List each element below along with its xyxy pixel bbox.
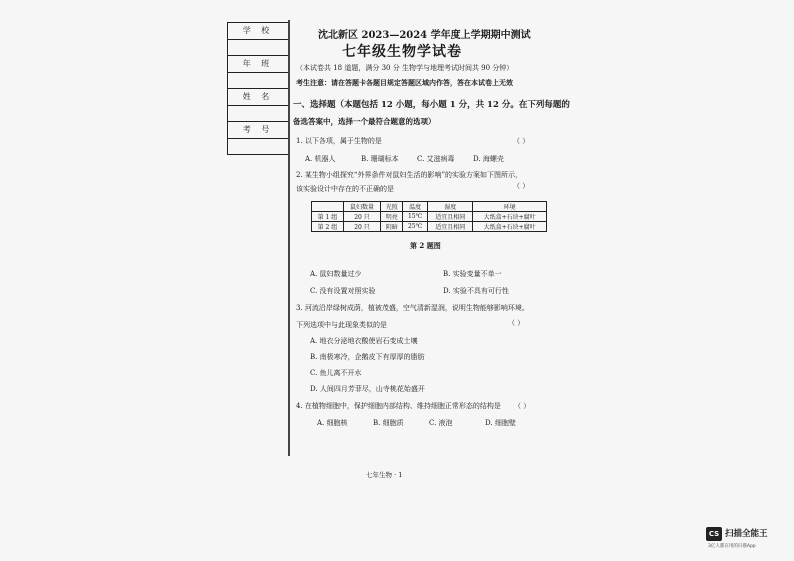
answer-bracket: （ ） (514, 402, 531, 410)
answer-bracket: （ ） (508, 319, 525, 327)
info-label: 考 号 (228, 122, 288, 139)
info-row-id (228, 122, 288, 156)
exam-instruction: 考生注意：请在答题卡各题目规定答题区域内作答，答在本试卷上无效 (296, 78, 513, 87)
option: A. 地衣分泌地衣酸使岩石变成土壤 (310, 337, 418, 345)
table-row (312, 212, 547, 222)
table-header: 温度 (403, 202, 428, 212)
option: D. 实验不具有可行性 (443, 287, 509, 295)
table-cell: 适宜且相同 (428, 222, 473, 232)
binding-line (288, 20, 290, 456)
table-cell: 20 只 (343, 212, 380, 222)
table-header: 光照 (381, 202, 403, 212)
option: C. 艾滋病毒 (417, 155, 455, 163)
info-label: 年 班 (228, 56, 288, 73)
page-footer: 七年生物 · 1 (366, 471, 403, 479)
experiment-table (311, 201, 547, 232)
table-cell: 明亮 (381, 212, 403, 222)
info-blank (228, 40, 288, 55)
option: D. 人间四月芳菲尽，山寺桃花始盛开 (310, 385, 425, 393)
camscanner-name: 扫描全能王 (725, 529, 768, 539)
info-row-school (228, 23, 288, 56)
info-blank (228, 106, 288, 121)
camscanner-tagline: 3亿人都在用的扫描App (708, 544, 756, 549)
table-cell: 适宜且相同 (428, 212, 473, 222)
option: C. 液泡 (429, 419, 453, 427)
section-title-cont: 备选答案中，选择一个最符合题意的选项） (293, 117, 436, 126)
answer-bracket: （ ） (513, 182, 530, 190)
exam-subtitle: 七年级生物学试卷 (342, 44, 462, 60)
question-1-options (305, 154, 504, 164)
table-header: 鼠妇数量 (343, 202, 380, 212)
table-cell: 第 1 组 (312, 212, 344, 222)
table-row (312, 222, 547, 232)
option: B. 南极寒冷，企鹅皮下有厚厚的脂肪 (310, 353, 425, 361)
table-cell: 大纸盒+石块+腐叶 (473, 212, 547, 222)
option: C. 没有设置对照实验 (310, 287, 376, 295)
exam-note: （本试卷共 18 道题，满分 30 分 生物学与地理考试时间共 90 分钟） (296, 64, 514, 72)
table-cell: 大纸盒+石块+腐叶 (473, 222, 547, 232)
section-title: 一、选择题（本题包括 12 小题，每小题 1 分，共 12 分。在下列每题的 (293, 100, 570, 110)
table-cell: 阴暗 (381, 222, 403, 232)
question-2-stem: 2. 某生物小组探究“外界条件对鼠妇生活的影响”的实验方案如下图所示， (296, 171, 523, 179)
table-cell: 15℃ (403, 212, 428, 222)
option: A. 细胞核 (317, 419, 348, 427)
camscanner-logo-icon: CS (706, 527, 722, 541)
info-label: 姓 名 (228, 89, 288, 106)
question-2-stem-cont: 该实验设计中存在的不正确的是 (296, 185, 394, 193)
student-info-box (227, 22, 289, 155)
table-cell: 25℃ (403, 222, 428, 232)
option: D. 细胞壁 (485, 419, 516, 427)
option: A. 机器人 (305, 155, 336, 163)
question-1-stem: 1. 以下各项，属于生物的是 (296, 137, 382, 145)
answer-bracket: （ ） (513, 137, 530, 145)
table-cell: 第 2 组 (312, 222, 344, 232)
info-blank (228, 73, 288, 88)
option: D. 海螺壳 (473, 155, 504, 163)
table-header: 湿度 (428, 202, 473, 212)
table-header (312, 202, 344, 212)
info-row-class (228, 56, 288, 89)
info-blank (228, 139, 288, 156)
option: C. 鱼儿离不开水 (310, 369, 362, 377)
question-4-options (317, 418, 516, 428)
option: B. 细胞质 (373, 419, 404, 427)
question-4-stem: 4. 在植物细胞中，保护细胞内部结构、维持细胞正常形态的结构是 (296, 402, 501, 410)
option: B. 实验变量不单一 (443, 270, 502, 278)
table-cell: 20 只 (343, 222, 380, 232)
question-3-stem: 3. 河流沿岸绿树成荫，植被茂盛，空气清新湿润，说明生物能够影响环境。 (296, 304, 529, 312)
figure-caption: 第 2 题图 (410, 241, 441, 250)
option: B. 珊瑚标本 (361, 155, 399, 163)
table-header-row (312, 202, 547, 212)
question-3-stem-cont: 下列选项中与此现象类似的是 (296, 321, 387, 329)
info-row-name (228, 89, 288, 122)
exam-title: 沈北新区 2023—2024 学年度上学期期中测试 (318, 30, 531, 41)
option: A. 鼠妇数量过少 (310, 270, 362, 278)
info-label: 学 校 (228, 23, 288, 40)
table-header: 环境 (473, 202, 547, 212)
